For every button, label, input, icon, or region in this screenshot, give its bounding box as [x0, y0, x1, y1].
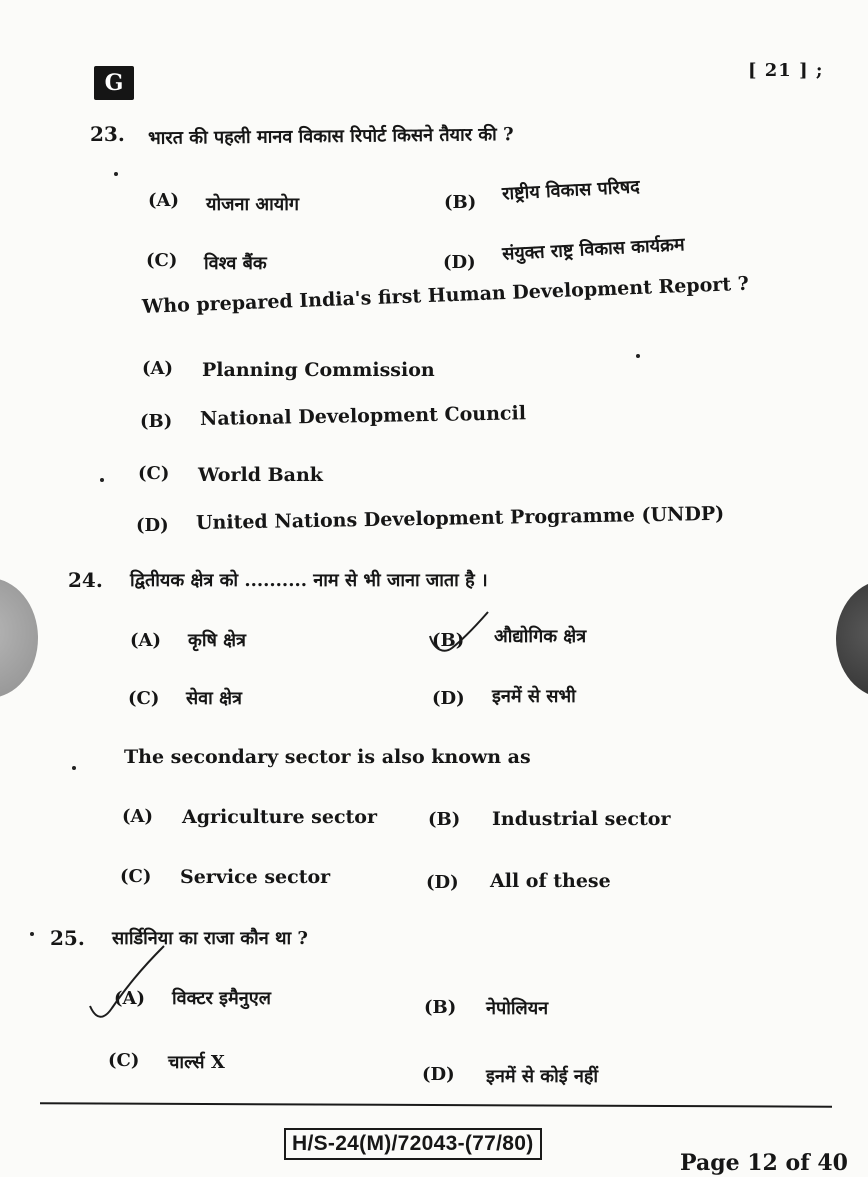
q23-hi-option-c-label: (C) — [146, 250, 178, 271]
paper-code: H/S-24(M)/72043-(77/80) — [284, 1128, 542, 1160]
q23-hi-option-a-label: (A) — [148, 190, 179, 211]
q24-en-option-d-label: (D) — [426, 872, 459, 893]
q24-hi-option-a-text: कृषि क्षेत्र — [188, 630, 246, 651]
q24-english-question: The secondary sector is also known as — [124, 746, 531, 768]
q24-en-option-a-label: (A) — [122, 806, 153, 827]
q24-en-option-b-label: (B) — [428, 809, 461, 830]
q25-option-d-text: इनमें से कोई नहीं — [486, 1066, 599, 1087]
q24-hi-option-d-text: इनमें से सभी — [492, 686, 576, 707]
q24-hi-option-b-text: औद्योगिक क्षेत्र — [494, 626, 587, 647]
q25-number: 25. — [50, 926, 85, 950]
q23-en-option-a-text: Planning Commission — [202, 359, 435, 381]
q25-hindi-question: सार्डिनिया का राजा कौन था ? — [112, 928, 308, 949]
q24-number: 24. — [68, 568, 103, 592]
q23-en-option-c-text: World Bank — [198, 464, 323, 486]
q23-en-option-a-label: (A) — [142, 358, 173, 379]
q25-option-a-text: विक्टर इमैनुएल — [172, 988, 271, 1009]
q24-hi-option-a-label: (A) — [130, 630, 161, 651]
q23-hi-option-d-label: (D) — [443, 252, 476, 273]
q24-hi-option-b-label: (B) — [432, 630, 465, 651]
q24-en-option-b-text: Industrial sector — [492, 808, 671, 830]
q23-hi-option-b-label: (B) — [444, 192, 477, 213]
q23-english-question: Who prepared India's first Human Development Report ? — [141, 272, 750, 318]
q25-option-b-label: (B) — [424, 997, 457, 1018]
page-number: Page 12 of 40 — [680, 1150, 848, 1176]
q23-en-option-b-text: National Development Council — [199, 402, 527, 430]
q23-hi-option-b-text: राष्ट्रीय विकास परिषद — [501, 176, 641, 205]
q24-en-option-c-label: (C) — [120, 866, 152, 887]
section-badge: G — [94, 66, 134, 100]
tick-mark-q25-a — [90, 946, 164, 1017]
q24-en-option-c-text: Service sector — [180, 866, 331, 888]
q23-hi-option-a-text: योजना आयोग — [206, 194, 300, 215]
q23-en-option-d-label: (D) — [136, 515, 169, 536]
q25-option-c-label: (C) — [108, 1050, 140, 1071]
q25-option-a-label: (A) — [114, 988, 145, 1009]
page-mark: [ 21 ] ; — [748, 60, 824, 81]
q23-en-option-c-label: (C) — [138, 463, 170, 484]
tick-mark-q24-b — [430, 612, 488, 651]
q23-number: 23. — [90, 122, 125, 146]
q25-option-c-text: चार्ल्स X — [168, 1052, 225, 1073]
q24-hi-option-c-label: (C) — [128, 688, 160, 709]
q24-en-option-a-text: Agriculture sector — [182, 806, 377, 828]
q23-hi-option-c-text: विश्व बैंक — [204, 253, 267, 274]
q23-hi-option-d-text: संयुक्त राष्ट्र विकास कार्यक्रम — [501, 234, 686, 265]
q23-hindi-question: भारत की पहली मानव विकास रिपोर्ट किसने तैयार की ? — [147, 124, 514, 149]
q24-hi-option-c-text: सेवा क्षेत्र — [186, 688, 242, 709]
q24-en-option-d-text: All of these — [490, 870, 611, 892]
q24-hindi-question: द्वितीयक क्षेत्र को .......... नाम से भी जाना जाता है । — [130, 570, 488, 591]
q23-en-option-d-text: United Nations Development Programme (UNDP) — [195, 502, 725, 534]
q23-en-option-b-label: (B) — [140, 411, 173, 432]
q25-option-b-text: नेपोलियन — [486, 998, 549, 1019]
q25-option-d-label: (D) — [422, 1064, 455, 1085]
q24-hi-option-d-label: (D) — [432, 688, 465, 709]
